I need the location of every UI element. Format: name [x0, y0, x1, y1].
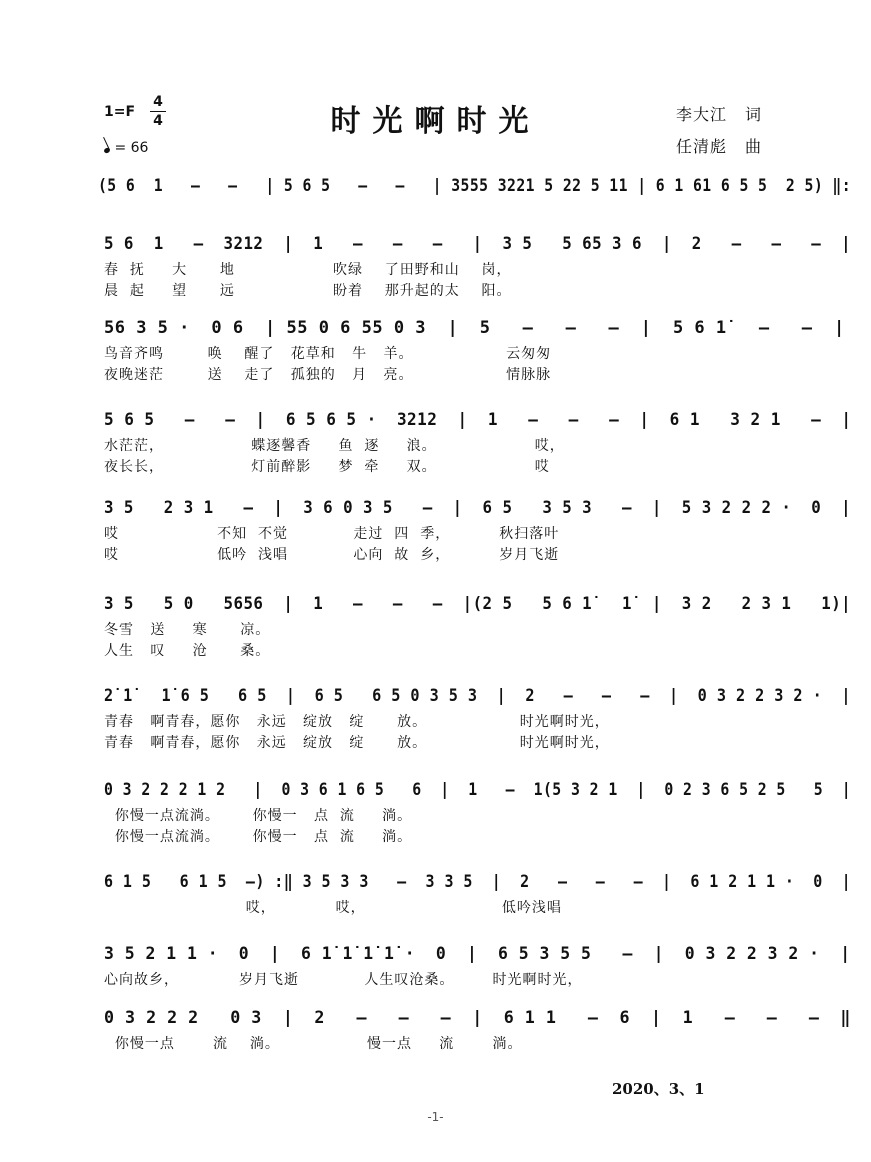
notation-line: 5 6 1 — 3212 | 1 — — — | 3 5 5 65 3 6 | 2 — — — | [104, 234, 852, 254]
lyric-line-1: 你慢一点 流 淌。 慢一点 流 淌。 [104, 1036, 523, 1052]
lyric-line-1: 水茫茫， 蝶逐馨香 鱼 逐 浪。 哎， [104, 438, 565, 454]
lyric-line-1: 鸟音齐鸣 唤 醒了 花草和 牛 羊。 云匆匆 [104, 346, 552, 362]
notation-line: 0 3 2 2 2 1 2 | 0 3 6 1 6 5 6 | 1 — 1(5 3 2 1 | 0 2 3 6 5 2 5 5 | [104, 780, 852, 800]
lyricist-role: 词 [745, 105, 763, 124]
time-signature-bottom: 4 [153, 113, 163, 129]
composition-date: 2020、3、1 [612, 1080, 705, 1098]
lyric-line-2: 夜晚迷茫 送 走了 孤独的 月 亮。 情脉脉 [104, 367, 552, 383]
composer-role: 曲 [745, 137, 763, 156]
lyric-line-2: 哎 低吟 浅唱 心向 故 乡， 岁月飞逝 [104, 547, 560, 563]
lyric-line-2: 你慢一点流淌。 你慢一 点 流 淌。 [104, 829, 413, 845]
lyric-line-1: 你慢一点流淌。 你慢一 点 流 淌。 [104, 808, 413, 824]
notation-line: 2̇ 1̇ 1̇ 6 5 6 5 | 6 5 6 5 0 3 5 3 | 2 — — — | 0 3 2 2 3 2 · | [104, 686, 851, 706]
lyric-line-2: 晨 起 望 远 盼着 那升起的太 阳。 [104, 283, 512, 299]
song-title: 时光啊时光 [330, 104, 541, 139]
key-signature: 1=F [104, 104, 136, 120]
notation-line: 3 5 2 3 1 — | 3 6 0 3 5 — | 6 5 3 5 3 — | 5 3 2 2 2 · 0 | [104, 498, 852, 518]
lyric-line-1: 春 抚 大 地 吹绿 了田野和山 岗， [104, 262, 512, 278]
page-number: -1- [427, 1110, 444, 1124]
tempo-marking [104, 140, 148, 156]
tempo-value: = 66 [114, 140, 149, 156]
composer-credit [676, 134, 762, 157]
lyricist-credit [676, 102, 762, 125]
lyric-line-2: 人生 叹 沧 桑。 [104, 643, 271, 659]
notation-line: 56 3 5 · 0 6 | 55 0 6 55 0 3 | 5 — — — | 5 6 1̇ — — | [104, 318, 845, 338]
notation-line: 3 5 2 1 1 · 0 | 6 1̇ 1̇ 1̇ 1̇ · 0 | 6 5 3 5 5 — | 0 3 2 2 3 2 · | [104, 944, 851, 964]
lyric-line-1: 心向故乡， 岁月飞逝 人生叹沧桑。 时光啊时光， [104, 972, 583, 988]
lyricist-name: 李大江 [676, 105, 728, 124]
time-signature-top: 4 [153, 94, 163, 110]
lyric-line-1: 哎 不知 不觉 走过 四 季， 秋扫落叶 [104, 526, 560, 542]
notation-line: 0 3 2 2 2 0 3 | 2 — — — | 6 1 1 — 6 | 1 — — — ‖ [104, 1008, 851, 1028]
notation-line: 6 1 5 6 1 5 —) :‖ 3 5 3 3 — 3 3 5 | 2 — — — | 6 1 2 1 1 · 0 | [104, 872, 852, 892]
notation-line: 5 6 5 — — | 6 5 6 5 · 3212 | 1 — — — | 6 1 3 2 1 — | [104, 410, 852, 430]
notation-line: (5 6 1 — — | 5 6 5 — — | 3555 3221 5 22 5 11 | 6 1 61 6 5 5 2 5) ‖: [98, 176, 852, 196]
lyric-line-1: 青春 啊青春，愿你 永远 绽放 绽 放。 时光啊时光， [104, 714, 610, 730]
lyric-line-2: 夜长长， 灯前醉影 梦 牵 双。 哎 [104, 459, 550, 475]
lyric-line-1: 哎， 哎， 低吟浅唱 [104, 900, 562, 916]
lyric-line-2: 青春 啊青春，愿你 永远 绽放 绽 放。 时光啊时光， [104, 735, 610, 751]
notation-line: 3 5 5 0 5656 | 1 — — — |(2 5 5 6 1̇ 1̇ | 3 2 2 3 1 1)| [104, 594, 852, 614]
composer-name: 任清彪 [676, 137, 728, 156]
quarter-note-icon [103, 147, 111, 154]
lyric-line-1: 冬雪 送 寒 凉。 [104, 622, 271, 638]
